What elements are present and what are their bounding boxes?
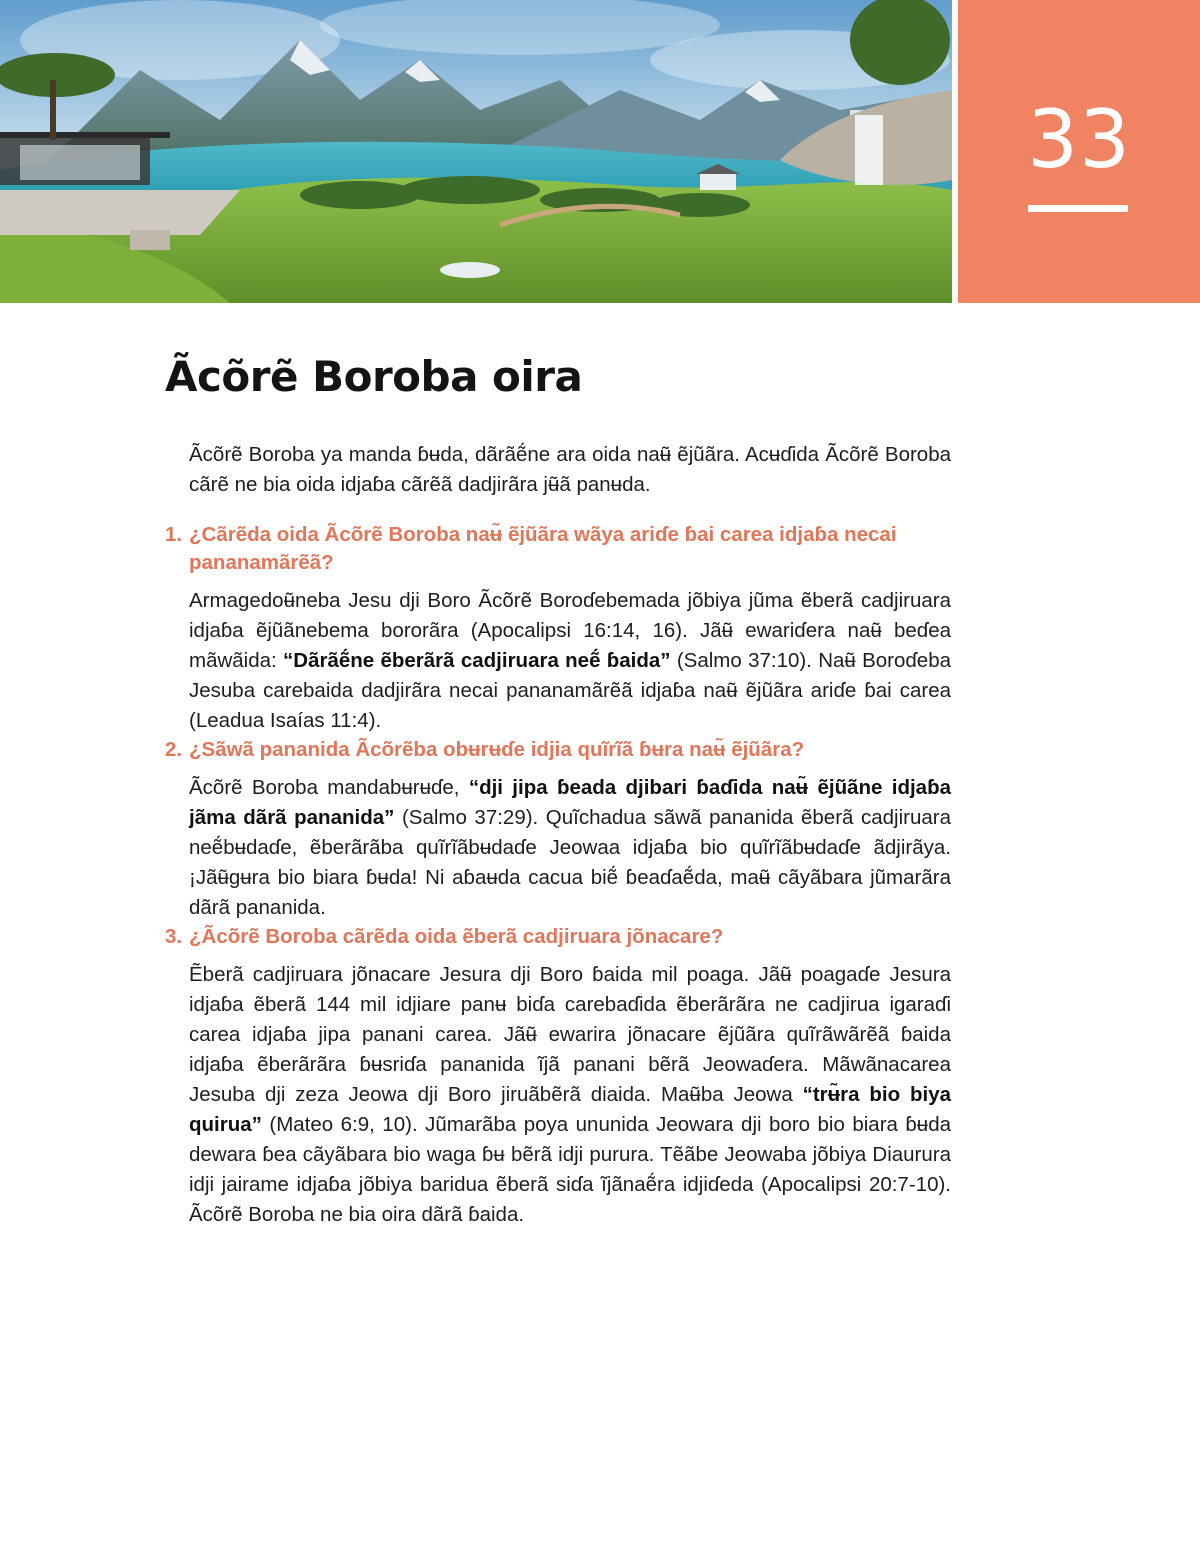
answer-text: (Mateo 6:9, 10). Jũmarãba poya ununida Jeowara dji boro bio biara ɓʉda dewara ɓea cãyãbara bio waga ɓʉ bẽrã idji purura. Tẽãbe Jeowaba jõbiya Diaurura idji jairame idjaɓa jõbiya baridua ẽberã siɗa ĩjãnaẽ́ra idjiɗeda (Apocalipsi 20:7-10). Ãcõrẽ Boroba ne bia oira dãrã ɓaida. [189, 1113, 951, 1226]
question-number: 1. [165, 523, 183, 546]
lesson-number-underline [1028, 205, 1128, 212]
intro-paragraph: Ãcõrẽ Boroba ya manda ɓʉda, dãrãẽ́ne ara oida naʉ̃ ẽjũãra. Acʉɗida Ãcõrẽ Boroba cãrẽ ne bia oida idjaɓa cãrẽã dadjirãra jʉ̃ã panʉda. [189, 443, 951, 496]
answer-text: (Salmo 37:10). Naʉ̃ Boroɗeba Jesuba carebaida dadjirãra necai pananamãrẽã idjaɓa naʉ̃ ẽjũãra ariɗe ɓai carea (Leadua Isaías 11:4). [189, 649, 951, 732]
question-2 [165, 736, 951, 764]
hero-illustration [0, 0, 952, 303]
question-text: ¿Cãrẽda oida Ãcõrẽ Boroba naʉ̃ ẽjũãra wãya ariɗe ɓai carea idjaɓa necai pananamãrẽã? [189, 523, 897, 574]
section-2 [165, 736, 951, 923]
question-3 [165, 923, 951, 951]
scripture-quote: “dji jipa ɓeada djibari ɓaɗida naʉ̃ ẽjũãne idjaɓa jãma dãrã pananida” [189, 776, 951, 829]
answer-text: (Salmo 37:29). Quĩchadua sãwã pananida ẽberã cadjiruara neẽ́bʉdaɗe, ẽberãrãba quĩrĩãbʉdaɗe Jeowaa idjaɓa bio quĩrĩãbʉdaɗe ãdjirãya. ¡Jãʉ̃gʉra bio biara ɓʉda! Ni aɓaʉda cacua biẽ́ ɓeaɗaẽ́da, maʉ̃ cãyãbara jũmarãra dãrã pananida. [189, 806, 951, 919]
question-text: ¿Ãcõrẽ Boroba cãrẽda oida ẽberã cadjiruara jõnacare? [189, 925, 724, 948]
question-text: ¿Sãwã pananida Ãcõrẽba obʉrʉɗe idjia quĩrĩã ɓʉra naʉ̃ ẽjũãra? [189, 738, 805, 761]
section-3 [165, 923, 951, 1230]
paradise-landscape-image [0, 0, 952, 303]
answer-3 [189, 960, 951, 1230]
question-number: 3. [165, 925, 183, 948]
scripture-quote: “trʉ̃ra bio biya quirua” [189, 1083, 952, 1136]
answer-text: Ãcõrẽ Boroba mandabʉrʉɗe, [189, 776, 469, 799]
lesson-content [165, 440, 951, 1230]
section-1 [165, 521, 951, 736]
answer-1 [189, 586, 951, 736]
lesson-number-box [958, 0, 1200, 303]
answer-text: Armagedoʉ̃neba Jesu dji Boro Ãcõrẽ Boroɗebemada jõbiya jũma ẽberã cadjiruara idjaɓa ẽjũãnebema bororãra (Apocalipsi 16:14, 16). Jãʉ̃ ewariɗera naʉ̃ beɗea mãwãida: [189, 589, 951, 672]
question-1 [165, 521, 951, 577]
answer-2 [189, 773, 951, 923]
page-title: Ãcõrẽ Boroba oira [165, 352, 583, 401]
answer-text: Ẽberã cadjiruara jõnacare Jesura dji Boro ɓaida mil poaga. Jãʉ̃ poagaɗe Jesura idjaɓa ẽberã 144 mil idjiare panʉ biɗa carebaɗida ẽberãrãra ne cadjirua igaraɗi carea idjaɓa jipa panani carea. Jãʉ̃ ewarira jõnacare ẽjũãra quĩrãwãrẽã ɓaida idjaɓa ẽberãrãra ɓʉsriɗa pananida ĩjã panani bẽrã Jeowaɗera. Mãwãnacarea Jesuba dji zeza Jeowa dji Boro jiruãbẽrã diaida. Maʉ̃ba Jeowa [189, 963, 951, 1106]
question-number: 2. [165, 738, 183, 761]
scripture-quote: “Dãrãẽ́ne ẽberãrã cadjiruara neẽ́ ɓaida” [283, 649, 671, 672]
lesson-number: 33 [1027, 93, 1131, 186]
